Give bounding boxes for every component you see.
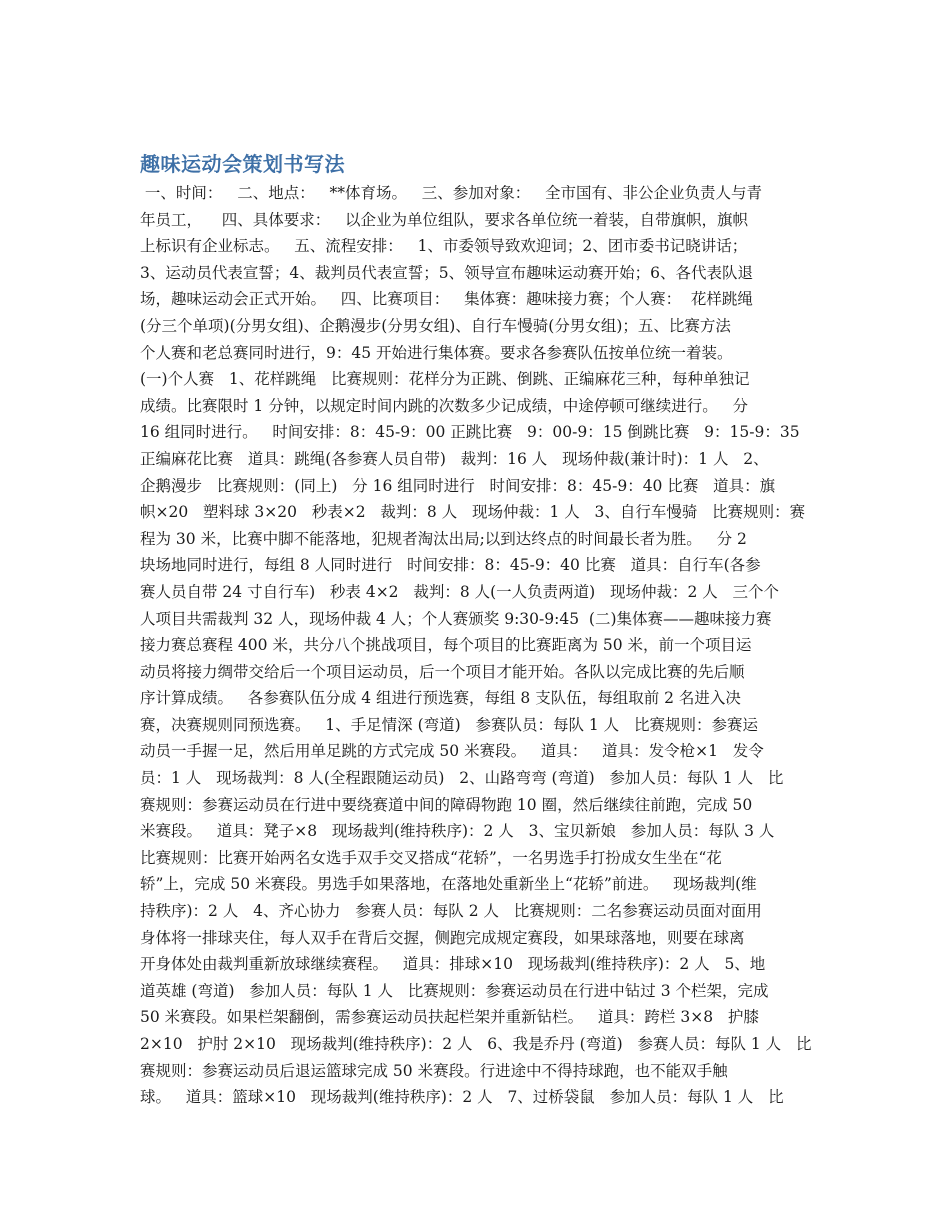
body-text-line: 场，趣味运动会正式开始。 四、比赛项目： 集体赛：趣味接力赛；个人赛： 花样跳绳: [140, 290, 753, 309]
body-text-line: 赛人员自带 24 寸自行车) 秒表 4×2 裁判：8 人(一人负责两道) 现场仲裁：2 人 三个个: [140, 582, 780, 601]
body-text-line: 动员一手握一足，然后用单足跳的方式完成 50 米赛段。 道具： 道具：发令枪×1 发令: [140, 742, 764, 761]
body-text-line: 企鹅漫步 比赛规则：(同上) 分 16 组同时进行 时间安排：8：45-9：40 比赛 道具：旗: [140, 476, 776, 495]
body-text-line: 2×10 护肘 2×10 现场裁判(维持秩序)：2 人 6、我是乔丹 (弯道) 参赛人员：每队 1 人 比: [140, 1035, 812, 1053]
body-text-line: 正编麻花比赛 道具：跳绳(各参赛人员自带) 裁判：16 人 现场仲裁(兼计时)：1 人 2、: [140, 449, 769, 468]
body-text-line: 比赛规则：比赛开始两名女选手双手交叉搭成“花轿”，一名男选手打扮成女生坐在“花: [140, 848, 722, 867]
body-text-line: 块场地同时进行，每组 8 人同时进行 时间安排：8：45-9：40 比赛 道具：自行车(各参: [140, 556, 761, 575]
document-title: 趣味运动会策划书写法: [140, 152, 345, 176]
body-text-line: 50 米赛段。如果栏架翻倒，需参赛运动员扶起栏架并重新钻栏。 道具：跨栏 3×8 护膝: [140, 1008, 759, 1027]
body-text-line: 员：1 人 现场裁判：8 人(全程跟随运动员) 2、山路弯弯 (弯道) 参加人员：每队 1 人 比: [140, 769, 784, 788]
body-text-line: 上标识有企业标志。 五、流程安排： 1、市委领导致欢迎词；2、团市委书记晓讲话；: [140, 237, 748, 256]
body-text-line: 年员工， 四、具体要求： 以企业为单位组队，要求各单位统一着装，自带旗帜，旗帜: [140, 210, 748, 229]
document-body: [140, 180, 820, 1111]
body-text-line: (一)个人赛 1、花样跳绳 比赛规则：花样分为正跳、倒跳、正编麻花三种，每种单独记: [140, 370, 750, 389]
body-text-line: 持秩序)：2 人 4、齐心协力 参赛人员：每队 2 人 比赛规则：二名参赛运动员面对面用: [140, 902, 762, 921]
body-text-line: 米赛段。 道具：凳子×8 现场裁判(维持秩序)：2 人 3、宝贝新娘 参加人员：每队 3 人: [140, 822, 775, 841]
body-text-line: 个人赛和老总赛同时进行，9：45 开始进行集体赛。要求各参赛队伍按单位统一着装。: [140, 343, 733, 362]
body-text-line: 球。 道具：篮球×10 现场裁判(维持秩序)：2 人 7、过桥袋鼠 参加人员：每队 1 人 比: [140, 1088, 784, 1107]
body-text-line: 程为 30 米，比赛中脚不能落地，犯规者淘汰出局;以到达终点的时间最长者为胜。 分 2: [140, 529, 747, 548]
body-text-line: 身体将一排球夹住，每人双手在背后交握，侧跑完成规定赛段，如果球落地，则要在球离: [140, 928, 745, 947]
body-text-line: 16 组同时进行。 时间安排：8：45-9：00 正跳比赛 9：00-9：15 倒跳比赛 9：15-9：35: [140, 423, 800, 442]
body-text-line: 序计算成绩。 各参赛队伍分成 4 组进行预选赛，每组 8 支队伍，每组取前 2 名进入决: [140, 689, 741, 708]
body-text-line: 一、时间： 二、地点： **体育场。 三、参加对象： 全市国有、非公企业负责人与青: [140, 184, 763, 202]
body-text-line: 成绩。比赛限时 1 分钟，以规定时间内跳的次数多少记成绩，中途停顿可继续进行。 分: [140, 396, 748, 415]
body-text-line: 动员将接力绸带交给后一个项目运动员，后一个项目才能开始。各队以完成比赛的先后顺: [140, 662, 745, 681]
body-text-line: 开身体处由裁判重新放球继续赛程。 道具：排球×10 现场裁判(维持秩序)：2 人 5、地: [140, 955, 766, 974]
body-text-line: 道英雄 (弯道) 参加人员：每队 1 人 比赛规则：参赛运动员在行进中钻过 3 个栏架，完成: [140, 981, 769, 1000]
body-text-line: 3、运动员代表宣誓；4、裁判员代表宣誓；5、领导宣布趣味运动赛开始；6、各代表队退: [140, 263, 753, 282]
body-text-line: 接力赛总赛程 400 米，共分八个挑战项目，每个项目的比赛距离为 50 米，前一个项目运: [140, 636, 752, 655]
body-text-line: 赛规则：参赛运动员在行进中要绕赛道中间的障碍物跑 10 圈，然后继续往前跑，完成 50: [140, 795, 753, 814]
body-text-line: 人项目共需裁判 32 人，现场仲裁 4 人；个人赛颁奖 9:30-9:45 (二)集体赛——趣味接力赛: [140, 609, 772, 628]
body-text-line: 轿”上，完成 50 米赛段。男选手如果落地，在落地处重新坐上“花轿”前进。 现场裁判(维: [140, 875, 757, 894]
body-text-line: (分三个单项)(分男女组)、企鹅漫步(分男女组)、自行车慢骑(分男女组)；五、比赛方法: [140, 316, 731, 335]
body-text-line: 赛，决赛规则同预选赛。 1、手足情深 (弯道) 参赛队员：每队 1 人 比赛规则：参赛运: [140, 715, 758, 734]
body-text-line: 帜×20 塑料球 3×20 秒表×2 裁判：8 人 现场仲裁：1 人 3、自行车慢骑 比赛规则：赛: [140, 503, 806, 522]
body-text-line: 赛规则：参赛运动员后退运篮球完成 50 米赛段。行进途中不得持球跑，也不能双手触: [140, 1061, 728, 1080]
